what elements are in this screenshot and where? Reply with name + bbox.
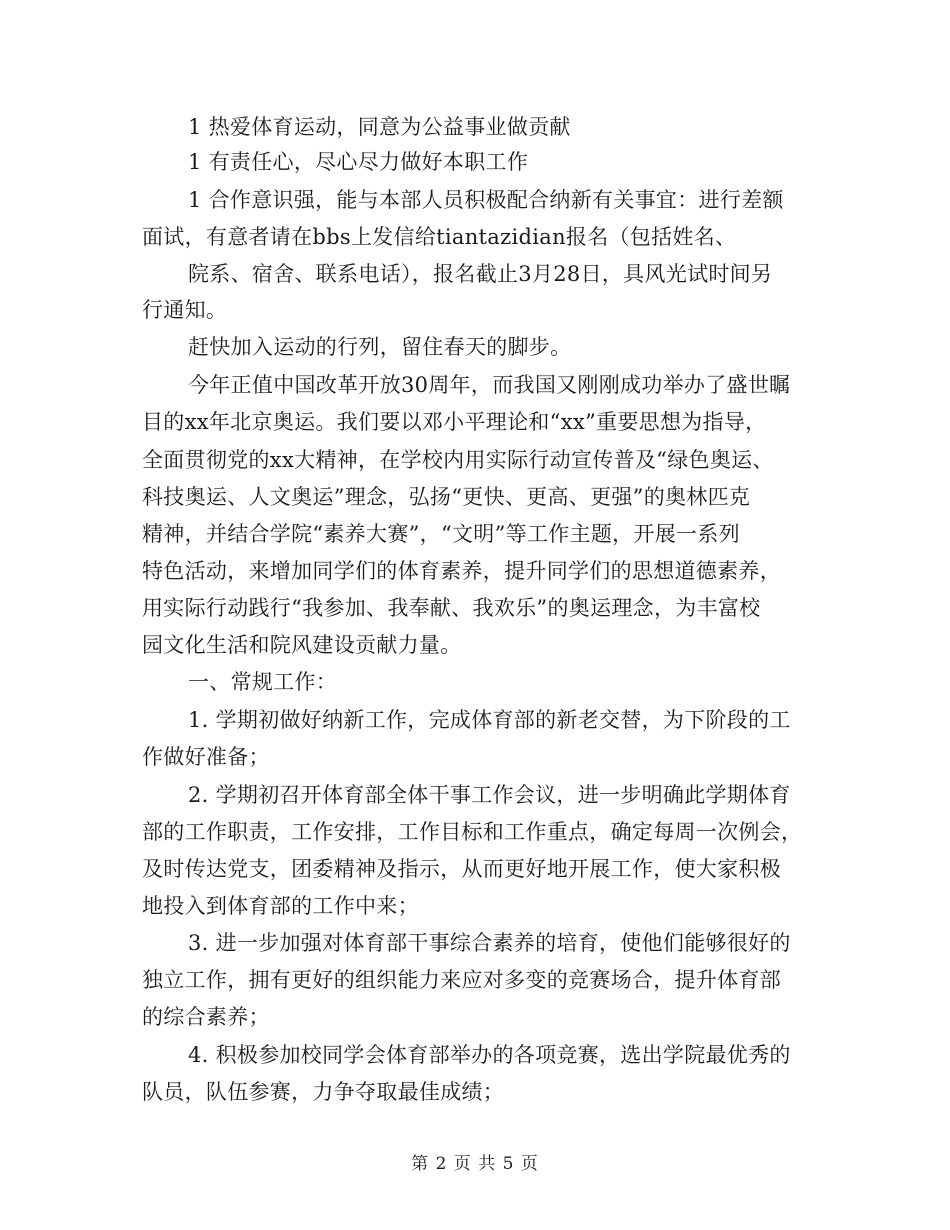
text-line: 赶快加入运动的行列，留住春天的脚步。: [188, 335, 572, 359]
text-line: 行通知。: [142, 298, 228, 322]
text-line: 及时传达党支，团委精神及指示，从而更好地开展工作，使大家积极: [142, 857, 781, 881]
text-line: 面试，有意者请在bbs上发信给tiantazidian报名（包括姓名、: [142, 225, 737, 249]
text-line: 院系、宿舍、联系电话），报名截止3月28日，具风光试时间另: [188, 262, 773, 286]
text-line: 地投入到体育部的工作中来；: [142, 894, 419, 918]
text-line: 部的工作职责，工作安排，工作目标和工作重点，确定每周一次例会，: [142, 820, 803, 844]
text-line: 全面贯彻党的xx大精神，在学校内用实际行动宣传普及“绿色奥运、: [142, 448, 774, 472]
text-line: 园文化生活和院风建设贡献力量。: [142, 633, 462, 657]
text-line: 用实际行动践行“我参加、我奉献、我欢乐”的奥运理念，为丰富校: [142, 596, 761, 620]
text-line: 1 有责任心，尽心尽力做好本职工作: [188, 150, 529, 174]
text-line: 目的xx年北京奥运。我们要以邓小平理论和“xx”重要思想为指导，: [142, 410, 767, 434]
text-line: 作做好准备；: [142, 745, 270, 769]
text-line: 科技奥运、人文奥运”理念，弘扬“更快、更高、更强”的奥林匹克: [142, 485, 751, 509]
text-line: 队员，队伍参赛，力争夺取最佳成绩；: [142, 1080, 505, 1104]
text-line: 1. 学期初做好纳新工作，完成体育部的新老交替，为下阶段的工: [188, 708, 791, 732]
text-line: 2. 学期初召开体育部全体干事工作会议，进一步明确此学期体育: [188, 783, 791, 807]
text-line: 特色活动，来增加同学们的体育素养，提升同学们的思想道德素养，: [142, 559, 781, 583]
text-line: 1 合作意识强，能与本部人员积极配合纳新有关事宜：进行差额: [188, 188, 784, 212]
text-line: 独立工作，拥有更好的组织能力来应对多变的竞赛场合，提升体育部: [142, 968, 781, 992]
text-line: 精神，并结合学院“素养大赛”，“文明”等工作主题，开展一系列: [142, 522, 740, 546]
text-line: 3. 进一步加强对体育部干事综合素养的培育，使他们能够很好的: [188, 931, 791, 955]
text-line: 今年正值中国改革开放30周年，而我国又刚刚成功举办了盛世瞩: [188, 373, 791, 397]
text-line: 的综合素养；: [142, 1005, 270, 1029]
section-heading: 一、常规工作：: [188, 670, 338, 694]
page-number-footer: 第 2 页 共 5 页: [411, 1154, 539, 1174]
text-line: 1 热爱体育运动，同意为公益事业做贡献: [188, 115, 571, 139]
text-line: 4. 积极参加校同学会体育部举办的各项竞赛，选出学院最优秀的: [188, 1043, 791, 1067]
